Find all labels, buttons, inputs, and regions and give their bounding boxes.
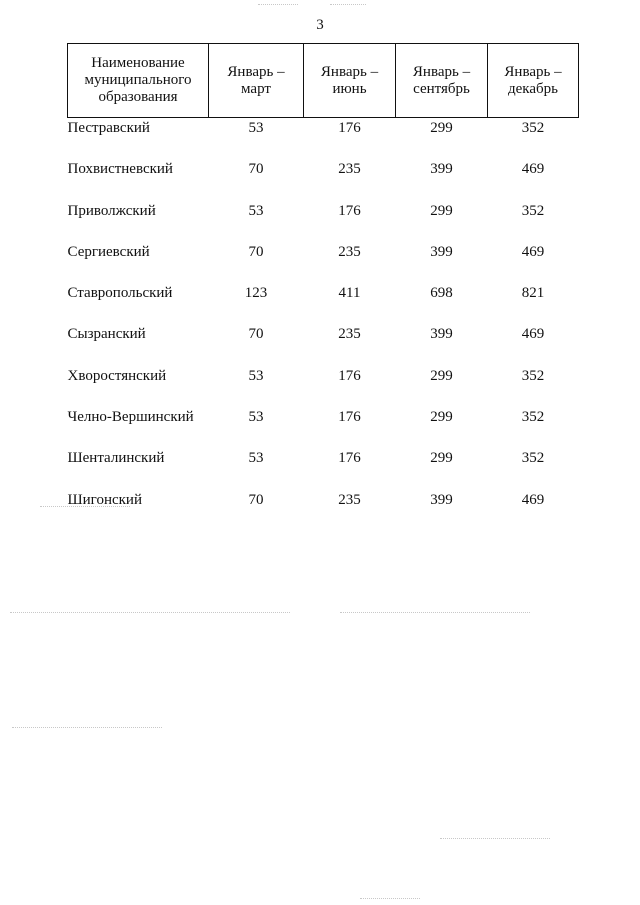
municipality-name: Приволжский	[67, 202, 156, 219]
value-jan-sep: 399	[430, 491, 453, 508]
value-jan-jun: 176	[338, 120, 361, 136]
value-jan-dec: 469	[521, 243, 545, 260]
value-jan-sep: 399	[430, 326, 453, 343]
page-number: 3	[316, 17, 324, 33]
value-jan-dec: 352	[521, 367, 545, 384]
value-jan-jun: 235	[338, 161, 361, 178]
table-row	[68, 118, 579, 160]
value-jan-dec: 469	[521, 161, 545, 178]
value-jan-jun: 176	[338, 367, 361, 384]
table-row	[68, 448, 579, 489]
value-jan-mar: 70	[248, 326, 264, 343]
value-jan-sep: 299	[430, 450, 453, 467]
value-jan-dec: 352	[521, 409, 545, 426]
value-jan-jun: 235	[338, 326, 361, 343]
value-jan-mar: 53	[248, 202, 264, 219]
value-jan-dec: 352	[521, 120, 545, 136]
value-jan-sep: 399	[430, 161, 453, 178]
scan-artifact	[440, 838, 550, 840]
header-jan-sep: Январь – сентябрь	[396, 44, 488, 118]
municipality-name: Пестравский	[67, 120, 150, 136]
value-jan-jun: 411	[338, 285, 361, 302]
value-jan-jun: 176	[338, 450, 361, 467]
municipality-name: Сызранский	[67, 326, 146, 343]
value-jan-dec: 469	[521, 491, 545, 508]
value-jan-mar: 70	[248, 161, 264, 178]
value-jan-jun: 235	[338, 491, 361, 508]
scan-artifact	[340, 612, 530, 614]
table-row	[68, 324, 579, 365]
value-jan-mar: 70	[248, 491, 264, 508]
value-jan-jun: 176	[338, 202, 361, 219]
value-jan-sep: 299	[430, 367, 453, 384]
value-jan-dec: 352	[521, 450, 545, 467]
value-jan-jun: 176	[338, 409, 361, 426]
header-jan-dec: Январь – декабрь	[488, 44, 579, 118]
header-municipality: Наименование муниципального образования	[68, 44, 209, 118]
table-row	[68, 407, 579, 448]
table-row	[68, 159, 579, 200]
value-jan-sep: 698	[430, 285, 453, 302]
scan-artifact	[10, 612, 290, 614]
value-jan-mar: 53	[248, 120, 264, 136]
header-jan-mar: Январь – март	[209, 44, 304, 118]
municipality-name: Хворостянский	[67, 367, 167, 384]
value-jan-dec: 352	[521, 202, 545, 219]
municipality-name: Шенталинский	[67, 450, 165, 467]
municipality-name: Шигонский	[67, 491, 142, 508]
value-jan-sep: 299	[430, 120, 453, 136]
table-row	[68, 283, 579, 324]
value-jan-dec: 469	[521, 326, 545, 343]
value-jan-jun: 235	[338, 243, 361, 260]
municipality-name: Сергиевский	[67, 243, 150, 260]
municipality-name: Ставропольский	[67, 285, 173, 302]
municipality-name: Челно-Вершинский	[67, 409, 194, 426]
value-jan-mar: 123	[244, 285, 268, 302]
municipal-data-table	[67, 43, 579, 531]
value-jan-dec: 821	[521, 285, 545, 302]
table-row	[68, 242, 579, 283]
value-jan-mar: 53	[248, 409, 264, 426]
table-row	[68, 201, 579, 242]
scan-artifact	[360, 898, 420, 900]
scan-artifact	[258, 4, 298, 6]
header-jan-jun: Январь – июнь	[304, 44, 396, 118]
value-jan-sep: 399	[430, 243, 453, 260]
scan-artifact	[330, 4, 366, 6]
value-jan-mar: 70	[248, 243, 264, 260]
value-jan-sep: 299	[430, 202, 453, 219]
table-row	[68, 366, 579, 407]
value-jan-mar: 53	[248, 450, 264, 467]
scan-artifact	[12, 727, 162, 729]
municipality-name: Похвистневский	[67, 161, 173, 178]
value-jan-mar: 53	[248, 367, 264, 384]
table-row	[68, 490, 579, 531]
table-header-row	[68, 44, 579, 118]
value-jan-sep: 299	[430, 409, 453, 426]
